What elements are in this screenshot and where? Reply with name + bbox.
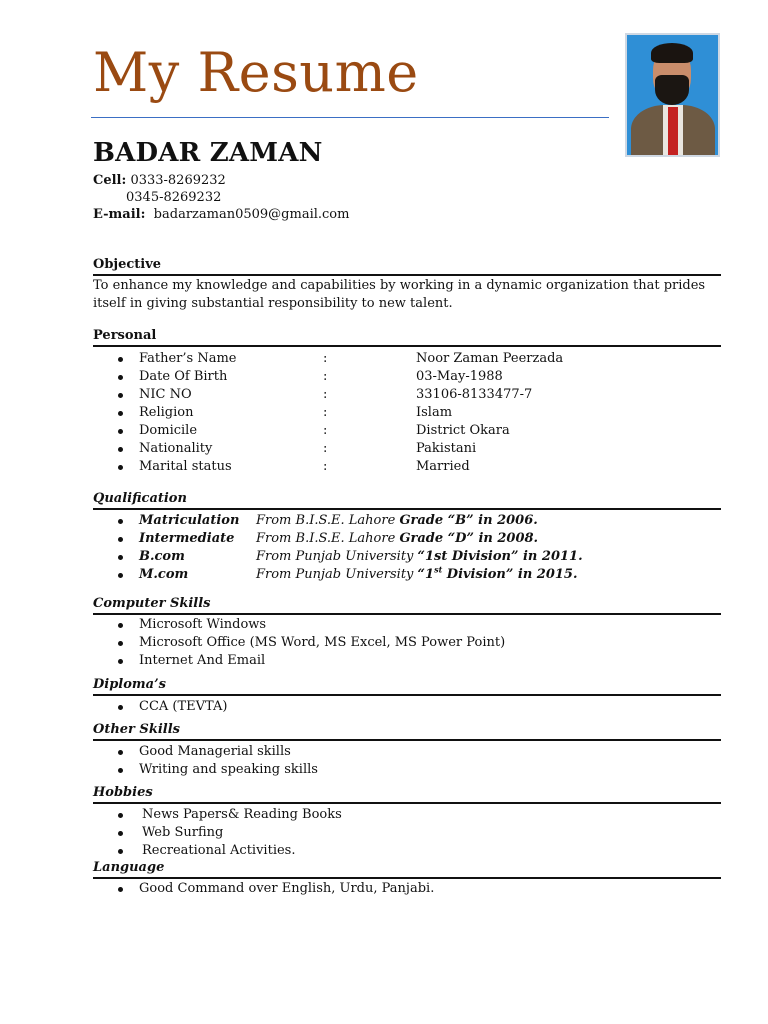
cell-number-2: 0345-8269232: [126, 190, 222, 205]
other-skills-list: [93, 743, 318, 779]
cell-number-1: 0333-8269232: [130, 173, 226, 188]
page-title: My Resume: [93, 41, 419, 104]
objective-line-2: itself in giving substantial responsibility to new talent.: [93, 296, 453, 311]
candidate-name: BADAR ZAMAN: [93, 138, 323, 168]
list-item: Father’s Name : Noor Zaman Peerzada: [93, 350, 563, 368]
list-item: B.com From Punjab University “1st Division” in 2011.: [93, 548, 583, 566]
list-item: Microsoft Windows: [93, 616, 505, 634]
cell-label: Cell:: [93, 173, 127, 188]
list-item: Web Surfing: [93, 824, 342, 842]
email-label: E-mail:: [93, 207, 146, 222]
list-item: CCA (TEVTA): [93, 698, 227, 716]
list-item: Marital status : Married: [93, 458, 563, 476]
language-heading: Language: [93, 860, 721, 879]
list-item: Matriculation From B.I.S.E. Lahore Grade “B” in 2006.: [93, 512, 583, 530]
list-item: Intermediate From B.I.S.E. Lahore Grade “D” in 2008.: [93, 530, 583, 548]
cell-line-1: [93, 172, 226, 189]
diplomas-heading: Diploma’s: [93, 677, 721, 696]
email-address: badarzaman0509@gmail.com: [153, 207, 350, 222]
computer-skills-list: [93, 616, 505, 670]
objective-heading: Objective: [93, 257, 721, 276]
list-item: Good Managerial skills: [93, 743, 318, 761]
list-item: NIC NO : 33106-8133477-7: [93, 386, 563, 404]
list-item: Nationality : Pakistani: [93, 440, 563, 458]
other-skills-heading: Other Skills: [93, 722, 721, 741]
objective-text: [93, 277, 721, 313]
list-item: News Papers& Reading Books: [93, 806, 342, 824]
list-item: Good Command over English, Urdu, Panjabi.: [93, 880, 434, 898]
list-item: M.com From Punjab University “1st Division” in 2015.: [93, 566, 583, 584]
objective-line-1: To enhance my knowledge and capabilities by working in a dynamic organization that prides: [93, 278, 706, 293]
profile-photo: [625, 33, 720, 157]
list-item: Recreational Activities.: [93, 842, 342, 860]
list-item: Domicile : District Okara: [93, 422, 563, 440]
list-item: Microsoft Office (MS Word, MS Excel, MS Power Point): [93, 634, 505, 652]
personal-heading: Personal: [93, 328, 721, 347]
title-divider: [91, 117, 609, 118]
cell-line-2: [126, 189, 221, 206]
diplomas-list: [93, 698, 227, 716]
qualification-heading: Qualification: [93, 491, 721, 510]
list-item: Internet And Email: [93, 652, 505, 670]
hobbies-heading: Hobbies: [93, 785, 721, 804]
list-item: Writing and speaking skills: [93, 761, 318, 779]
language-list: [93, 880, 434, 898]
computer-skills-heading: Computer Skills: [93, 596, 721, 615]
list-item: Religion : Islam: [93, 404, 563, 422]
list-item: Date Of Birth : 03-May-1988: [93, 368, 563, 386]
personal-list: [93, 350, 563, 476]
hobbies-list: [93, 806, 342, 860]
qualification-list: [93, 512, 583, 584]
email-line: [93, 206, 349, 223]
